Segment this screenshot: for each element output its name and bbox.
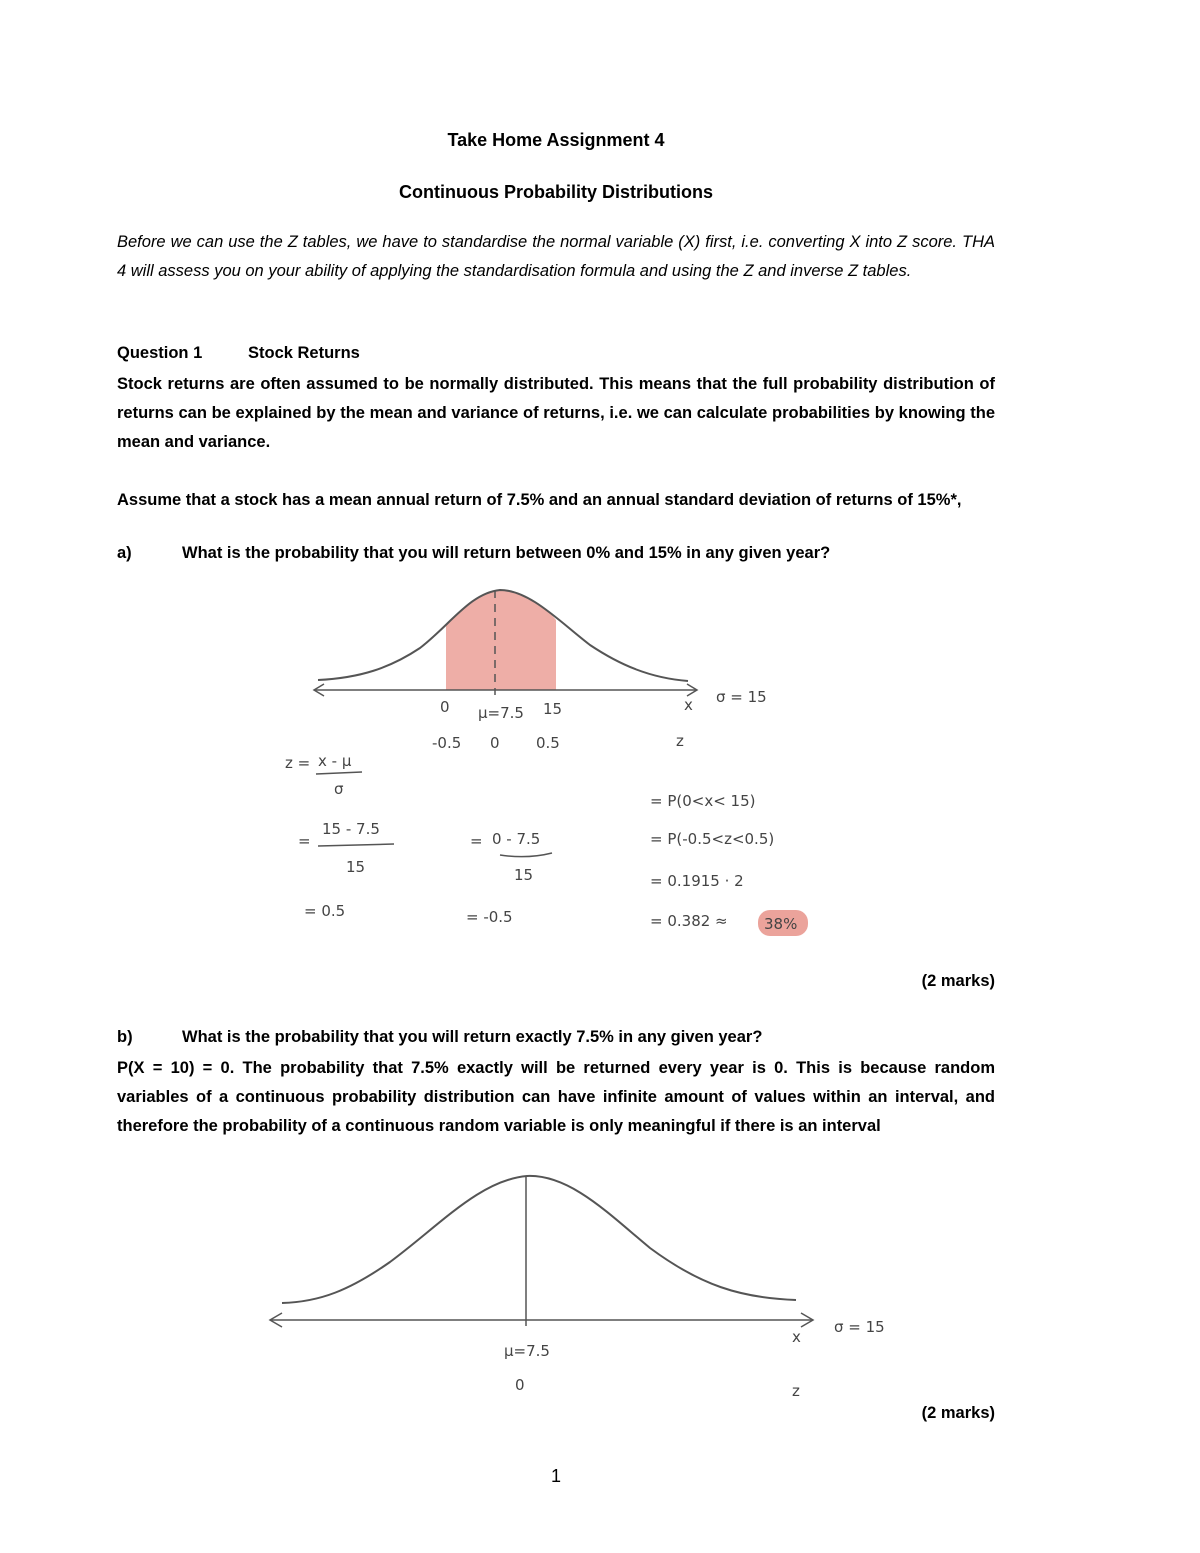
part-a-marks: (2 marks) xyxy=(921,972,995,990)
calc2-equals: = xyxy=(470,832,483,850)
part-b-question-text: What is the probability that you will return exactly 7.5% in any given year? xyxy=(182,1028,763,1046)
sketch-a xyxy=(0,580,1200,980)
x-tick-mean: μ=7.5 xyxy=(478,704,524,722)
x-axis-label: x xyxy=(684,696,693,714)
sketch-b xyxy=(0,1160,1200,1460)
sigma-label: σ = 15 xyxy=(834,1318,885,1336)
page-subtitle: Continuous Probability Distributions xyxy=(399,182,713,202)
question-1-topic: Stock Returns xyxy=(248,344,360,362)
sigma-label: σ = 15 xyxy=(716,688,767,706)
x-tick-mean: μ=7.5 xyxy=(504,1342,550,1360)
z-tick-0: 0 xyxy=(490,734,500,752)
normal-curve xyxy=(282,1176,796,1303)
calc2-fraction-bar xyxy=(500,853,552,857)
page-title: Take Home Assignment 4 xyxy=(447,130,665,150)
part-a-question-text: What is the probability that you will return between 0% and 15% in any given year? xyxy=(182,544,831,562)
z-axis-label: z xyxy=(676,732,684,750)
question-1-label: Question 1 xyxy=(117,344,203,362)
question-1-text: Stock returns are often assumed to be normally distributed. This means that the full probability distribution of returns can be explained by the mean and variance of returns, i.e. we can calculate probabilities by knowing the mean and variance. xyxy=(117,375,995,451)
intro-paragraph: Before we can use the Z tables, we have to standardise the normal variable (X) first, i.e. converting X into Z score. THA 4 will assess you on your ability of applying the standardisation formula and using the Z and inverse Z tables. xyxy=(117,233,995,280)
calc1-numerator: 15 - 7.5 xyxy=(322,820,380,838)
z-tick-pos: 0.5 xyxy=(536,734,560,752)
prob-step-1: = P(0<x< 15) xyxy=(650,792,756,810)
part-b-question xyxy=(117,1028,762,1047)
page-number: 1 xyxy=(550,1466,561,1486)
z-axis-label: z xyxy=(792,1382,800,1400)
calc1-fraction-bar xyxy=(318,844,394,846)
prob-step-4: = 0.382 ≈ xyxy=(650,912,728,930)
x-tick-15: 15 xyxy=(543,700,563,718)
prob-step-2: = P(-0.5<z<0.5) xyxy=(650,830,775,848)
z-tick-neg: -0.5 xyxy=(432,734,462,752)
part-a-label: a) xyxy=(117,544,132,562)
calc1-result: = 0.5 xyxy=(304,902,346,920)
part-a-question xyxy=(117,544,830,563)
formula-lhs: z = xyxy=(285,754,311,772)
calc2-result: = -0.5 xyxy=(466,908,513,926)
question-1-heading xyxy=(117,344,360,363)
formula-fraction-bar xyxy=(316,772,362,774)
calc2-numerator: 0 - 7.5 xyxy=(492,830,541,848)
answer-value: 38% xyxy=(764,915,798,933)
part-b-marks: (2 marks) xyxy=(921,1404,995,1422)
x-tick-0: 0 xyxy=(440,698,450,716)
formula-numerator: x - μ xyxy=(318,752,352,770)
calc1-denominator: 15 xyxy=(346,858,366,876)
part-b-answer: P(X = 10) = 0. The probability that 7.5% exactly will be returned every year is 0. This is because random variables of a continuous probability distribution can have infinite amount of values within an interval, and therefore the probability of a continuous random variable is only meaningful if there is an interval xyxy=(117,1059,995,1135)
prob-step-3: = 0.1915 · 2 xyxy=(650,872,744,890)
x-axis-label: x xyxy=(792,1328,801,1346)
calc1-equals: = xyxy=(298,832,311,850)
formula-denominator: σ xyxy=(334,780,344,798)
part-b-label: b) xyxy=(117,1028,133,1046)
question-1-assumption: Assume that a stock has a mean annual return of 7.5% and an annual standard deviation of returns of 15%*, xyxy=(117,491,962,509)
z-tick-0: 0 xyxy=(515,1376,525,1394)
calc2-denominator: 15 xyxy=(514,866,534,884)
